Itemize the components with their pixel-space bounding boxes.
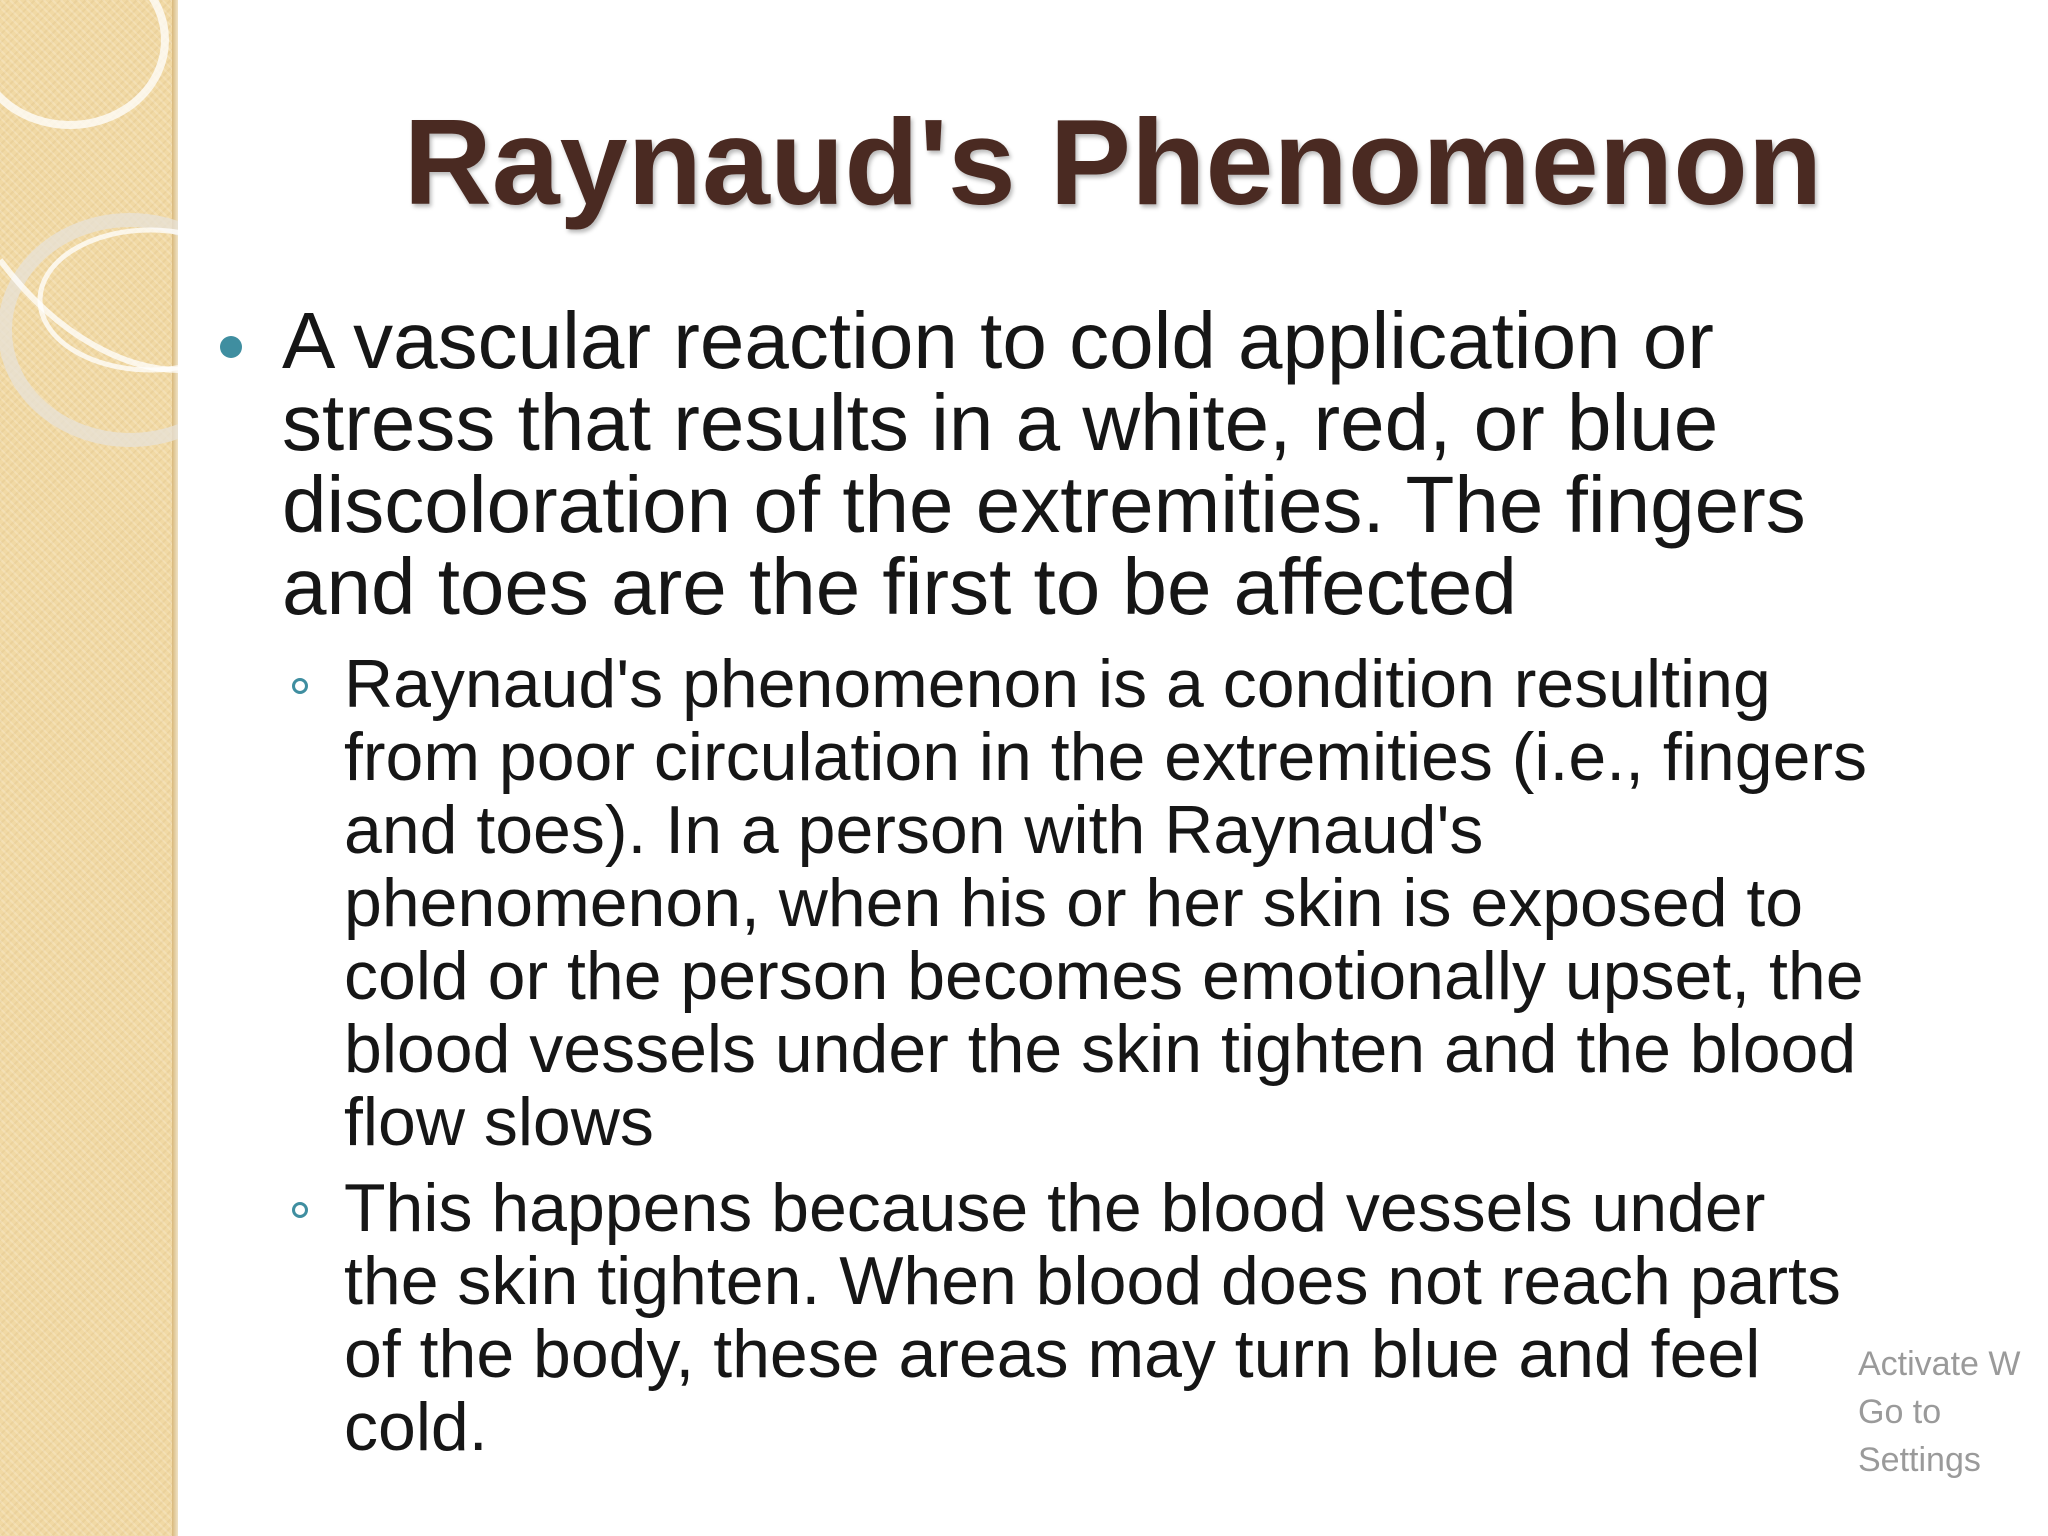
hollow-circle-icon (292, 1202, 308, 1218)
ring-inner (40, 230, 178, 370)
decorative-rings (0, 0, 178, 480)
sub-bullet-2-text: This happens because the blood vessels under the skin tighten. When blood does not reach parts of the body, these areas may turn blue and feel cold. (344, 1170, 1841, 1465)
bullet-dot-icon (220, 336, 242, 358)
ring-top (0, 0, 165, 125)
ring-middle (5, 220, 178, 440)
slide-title: Raynaud's Phenomenon (403, 94, 1823, 230)
sub-bullet-1-text: Raynaud's phenomenon is a condition resulting from poor circulation in the extremities (i.e., fingers and toes). In a person with Raynaud's phenomenon, when his or her skin is exposed to cold or the person becomes emotionally upset, the blood vessels under the skin tighten and the blood flow slows (344, 646, 1868, 1160)
activation-watermark: Activate W Go to Settings (1858, 1345, 2021, 1479)
main-bullet-text: A vascular reaction to cold application or stress that results in a white, red, or blue discoloration of the extremities. The fingers and toes are the first to be affected (282, 296, 1806, 631)
hollow-circle-icon (292, 678, 308, 694)
